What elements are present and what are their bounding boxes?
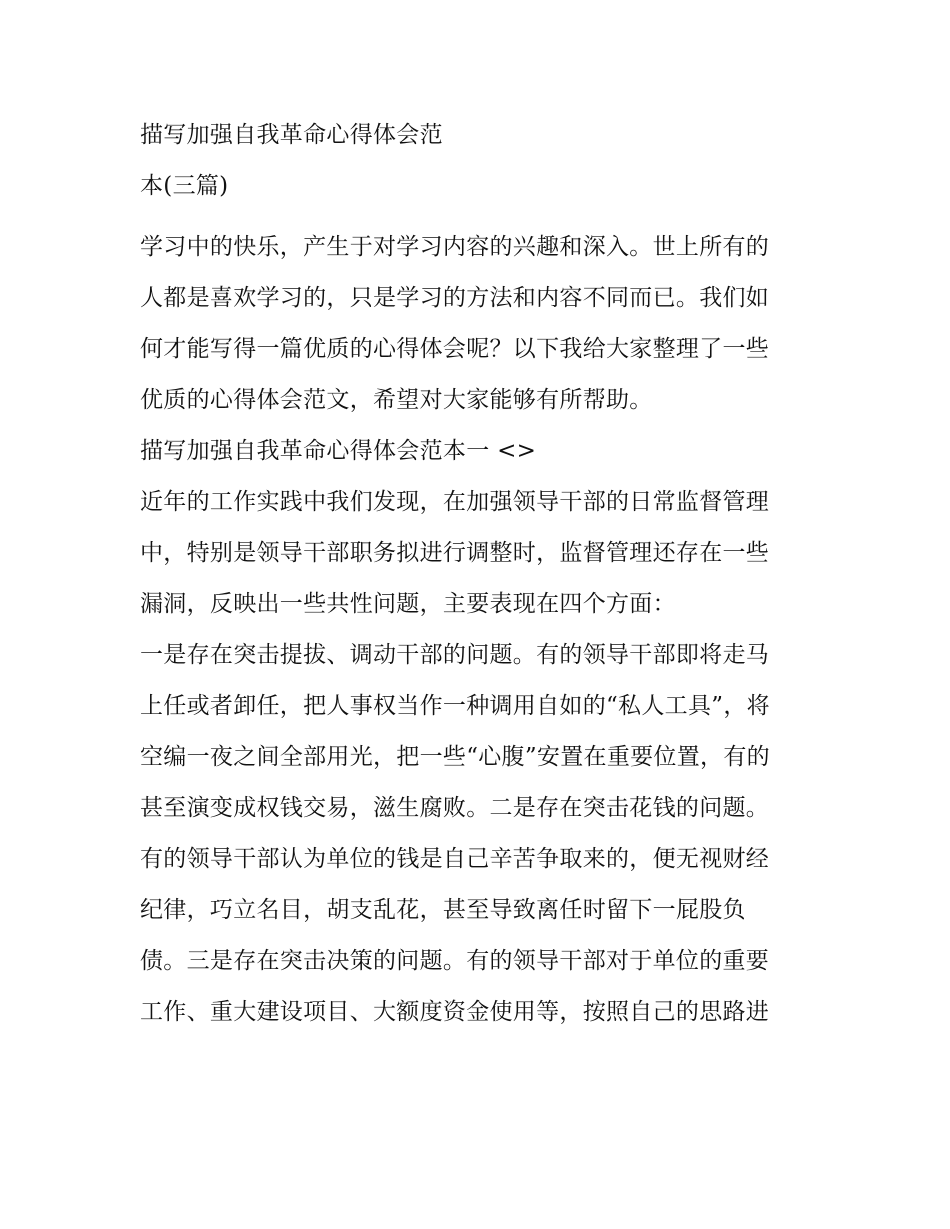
text-line: 人都是喜欢学习的，只是学习的方法和内容不同而已。我们如 [140,285,770,311]
text-line: 纪律，巧立名目，胡支乱花，甚至导致离任时留下一屁股负 [140,897,746,923]
paragraph-2 [140,630,820,1038]
section-heading: 描写加强自我革命心得体会范本一 <> [140,438,537,464]
text-line: 工作、重大建设项目、大额度资金使用等，按照自己的思路进 [140,999,770,1025]
text-line: 优质的心得体会范文，希望对大家能够有所帮助。 [140,387,653,413]
text-line: 有的领导干部认为单位的钱是自己辛苦争取来的，便无视财经 [140,846,770,872]
text-line: 一是存在突击提拔、调动干部的问题。有的领导干部即将走马 [140,642,770,668]
title-line: 描写加强自我革命心得体会范 [140,122,443,148]
text-line: 近年的工作实践中我们发现，在加强领导干部的日常监督管理 [140,489,770,515]
document-page [140,110,820,1038]
document-title [140,110,820,212]
text-line: 何才能写得一篇优质的心得体会呢？以下我给大家整理了一些 [140,336,770,362]
text-line: 债。三是存在突击决策的问题。有的领导干部对于单位的重要 [140,948,770,974]
text-line: 漏洞，反映出一些共性问题，主要表现在四个方面： [140,591,676,617]
document-body [140,222,820,1038]
text-line: 中，特别是领导干部职务拟进行调整时，监督管理还存在一些 [140,540,770,566]
text-line: 上任或者卸任，把人事权当作一种调用自如的“私人工具”，将 [140,693,770,719]
text-line: 空编一夜之间全部用光，把一些“心腹”安置在重要位置，有的 [140,744,770,770]
text-line: 学习中的快乐，产生于对学习内容的兴趣和深入。世上所有的 [140,234,770,260]
paragraph-1 [140,477,820,630]
title-line: 本(三篇) [140,173,229,199]
intro-paragraph [140,222,820,426]
text-line: 甚至演变成权钱交易，滋生腐败。二是存在突击花钱的问题。 [140,795,770,821]
